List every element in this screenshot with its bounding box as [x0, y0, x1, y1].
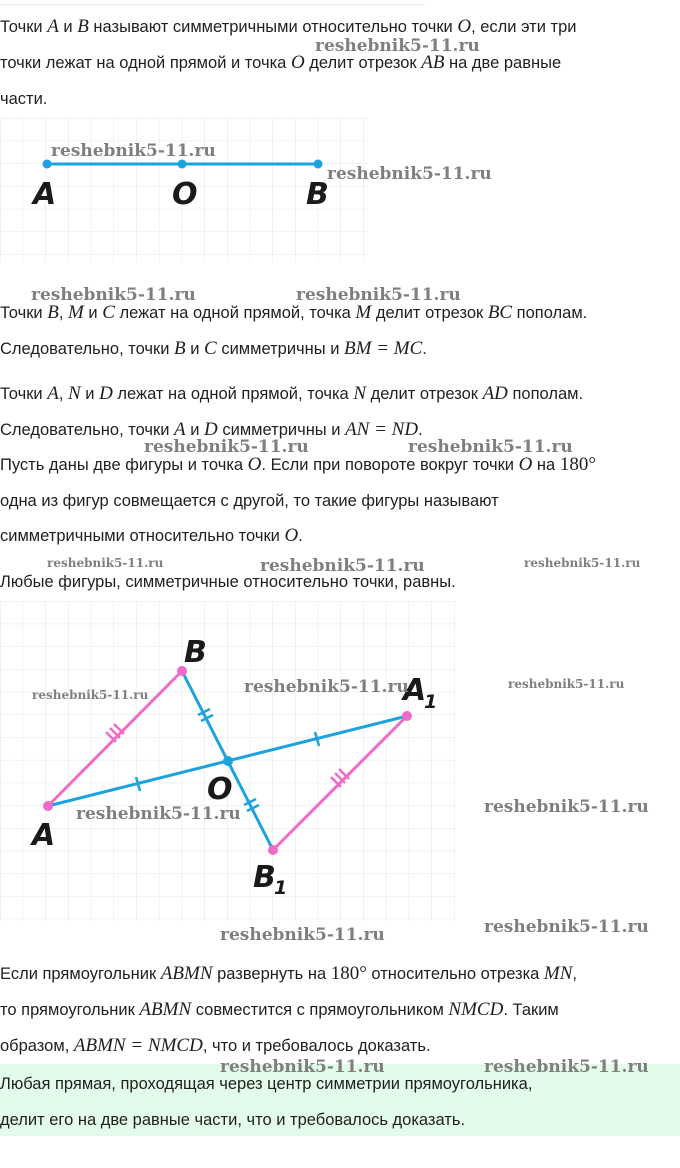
figure-symmetry-line1: Пусть даны две фигуры и точка O. Если при повороте вокруг точки O на 180° [0, 454, 596, 475]
watermark: reshebnik5-11.ru [296, 285, 461, 305]
example-bmc-line1: Точки B, M и C лежат на одной прямой, точка M делит отрезок BC пополам. [0, 302, 588, 323]
watermark: reshebnik5-11.ru [47, 556, 164, 570]
answer-line1: Любая прямая, проходящая через центр симметрии прямоугольника, [0, 1075, 533, 1093]
example-and-line1: Точки A, N и D лежат на одной прямой, точка N делит отрезок AD пополам. [0, 383, 584, 404]
label-A1: A [403, 673, 427, 708]
rectangle-proof-line2: то прямоугольник ABMN совместится с прямоугольником NMCD. Таким [0, 999, 559, 1020]
equal-figures-line: Любые фигуры, симметричные относительно точки, равны. [0, 573, 456, 591]
watermark: reshebnik5-11.ru [31, 285, 196, 305]
rectangle-proof-line1: Если прямоугольник ABMN развернуть на 180° относительно отрезка MN, [0, 963, 578, 984]
label-A1-subscript: 1 [424, 691, 438, 713]
example-bmc-line2: Следовательно, точки B и C симметричны и BM = MC. [0, 338, 427, 359]
watermark: reshebnik5-11.ru [408, 437, 573, 457]
watermark: reshebnik5-11.ru [524, 556, 641, 570]
watermark: reshebnik5-11.ru [220, 925, 385, 945]
watermark: reshebnik5-11.ru [327, 164, 492, 184]
figure-segment-AOB [0, 118, 368, 262]
label-B1-subscript: 1 [274, 877, 288, 899]
rectangle-proof-line3: образом, ABMN = NMCD, что и требовалось доказать. [0, 1035, 431, 1056]
label-A: A [33, 177, 57, 212]
point-A1 [402, 711, 412, 721]
watermark: reshebnik5-11.ru [484, 917, 649, 937]
point-B1 [268, 845, 278, 855]
figure-symmetric-segments [0, 601, 456, 921]
watermark: reshebnik5-11.ru [51, 141, 216, 161]
watermark: reshebnik5-11.ru [484, 797, 649, 817]
watermark: reshebnik5-11.ru [484, 1057, 649, 1077]
watermark: reshebnik5-11.ru [244, 677, 409, 697]
label-B: B [306, 177, 329, 212]
watermark: reshebnik5-11.ru [32, 688, 149, 702]
watermark: reshebnik5-11.ru [260, 556, 425, 576]
definition-paragraph-line2: точки лежат на одной прямой и точка O делит отрезок AB на две равные [0, 52, 562, 73]
watermark: reshebnik5-11.ru [315, 36, 480, 56]
label-O: O [172, 177, 198, 212]
answer-line2: делит его на две равные части, что и требовалось доказать. [0, 1111, 466, 1129]
label-O: O [207, 772, 233, 807]
top-grid-edge [0, 0, 425, 5]
label-B: B [184, 635, 207, 670]
label-B1: B [253, 860, 276, 895]
watermark: reshebnik5-11.ru [76, 804, 241, 824]
point-B [314, 160, 323, 169]
label-A: A [32, 818, 56, 853]
figure-symmetry-line3: симметричными относительно точки O. [0, 525, 303, 546]
definition-paragraph-line3: части. [0, 90, 48, 108]
definition-paragraph-line1: Точки A и B называют симметричными относительно точки O, если эти три [0, 16, 577, 37]
watermark: reshebnik5-11.ru [144, 437, 309, 457]
example-and-line2: Следовательно, точки A и D симметричны и AN = ND. [0, 419, 423, 440]
point-O [223, 756, 233, 766]
point-A [43, 801, 53, 811]
figure-symmetry-line2: одна из фигур совмещается с другой, то такие фигуры называют [0, 492, 499, 510]
watermark: reshebnik5-11.ru [508, 677, 625, 691]
watermark: reshebnik5-11.ru [220, 1057, 385, 1077]
